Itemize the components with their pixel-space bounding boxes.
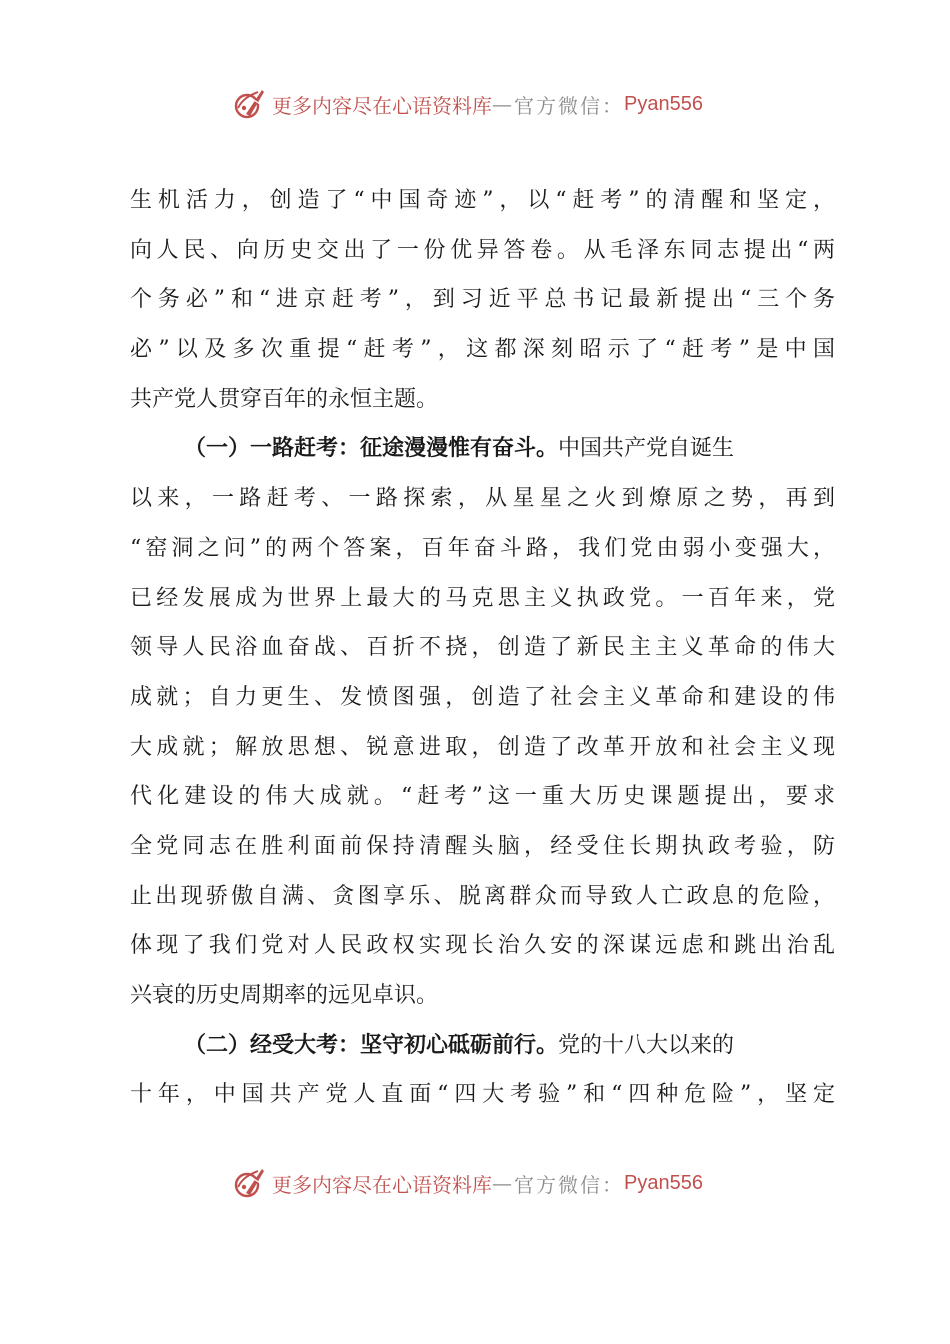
banner-account-id: Pyan556 (624, 1171, 703, 1194)
paragraph-line: 十年，中国共产党人直面“四大考验”和“四种危险”，坚定 (130, 1082, 835, 1108)
paragraph-line: “窑洞之问”的两个答案，百年奋斗路，我们党由弱小变强大， (130, 535, 835, 561)
paragraph-line: 领导人民浴血奋战、百折不挠，创造了新民主主义革命的伟大 (130, 635, 835, 661)
banner-dash: — (492, 92, 514, 116)
paragraph-line: 全党同志在胜利面前保持清醒头脑，经受住长期执政考验，防 (130, 833, 835, 859)
paragraph-line: 兴衰的历史周期率的远见卓识。 (130, 983, 439, 1008)
paragraph-line: 以来，一路赶考、一路探索，从星星之火到燎原之势，再到 (130, 486, 835, 512)
paragraph-line: 成就；自力更生、发愤图强，创造了社会主义革命和建设的伟 (130, 684, 835, 710)
paragraph-line: 已经发展成为世界上最大的马克思主义执政党。一百年来，党 (130, 585, 835, 611)
section1-first-line-rest: 中国共产党自诞生 (558, 436, 735, 462)
banner-dash: — (492, 1171, 514, 1195)
paragraph-line: 向人民、向历史交出了一份优异答卷。从毛泽东同志提出“两 (130, 237, 835, 263)
footer-banner-content (232, 1163, 703, 1203)
quill-logo-icon (232, 86, 268, 122)
paragraph-line: 个务必”和“进京赶考”，到习近平总书记最新提出“三个务 (130, 287, 835, 313)
paragraph-line: 止出现骄傲自满、贪图享乐、脱离群众而导致人亡政息的危险， (130, 883, 835, 909)
paragraph-line: 生机活力，创造了“中国奇迹”，以“赶考”的清醒和坚定， (130, 188, 835, 213)
section2-first-line-rest: 党的十八大以来的 (558, 1032, 735, 1058)
paragraph-line: 代化建设的伟大成就。“赶考”这一重大历史课题提出，要求 (130, 784, 835, 810)
banner-official-text: 官方微信： (514, 93, 624, 118)
banner-main-text: 更多内容尽在心语资料库 (272, 93, 492, 118)
article-body (130, 176, 835, 1120)
banner-account-id: Pyan556 (624, 92, 703, 115)
section1-heading: （一）一路赶考：征途漫漫惟有奋斗。 (184, 436, 559, 462)
footer-banner (0, 1163, 950, 1203)
section1-first-line (130, 424, 835, 474)
paragraph-line: 体现了我们党对人民政权实现长治久安的深谋远虑和跳出治乱 (130, 933, 835, 959)
header-banner-content (232, 84, 703, 124)
header-banner (0, 84, 950, 124)
paragraph-line: 必”以及多次重提“赶考”，这都深刻昭示了“赶考”是中国 (130, 337, 835, 363)
banner-main-text: 更多内容尽在心语资料库 (272, 1172, 492, 1197)
paragraph-line: 共产党人贯穿百年的永恒主题。 (130, 386, 439, 412)
quill-logo-icon (232, 1165, 268, 1201)
paragraph-line: 大成就；解放思想、锐意进取，创造了改革开放和社会主义现 (130, 734, 835, 760)
section2-heading: （二）经受大考：坚守初心砥砺前行。 (184, 1032, 559, 1058)
banner-official-text: 官方微信： (514, 1172, 624, 1197)
section2-first-line (130, 1021, 835, 1071)
